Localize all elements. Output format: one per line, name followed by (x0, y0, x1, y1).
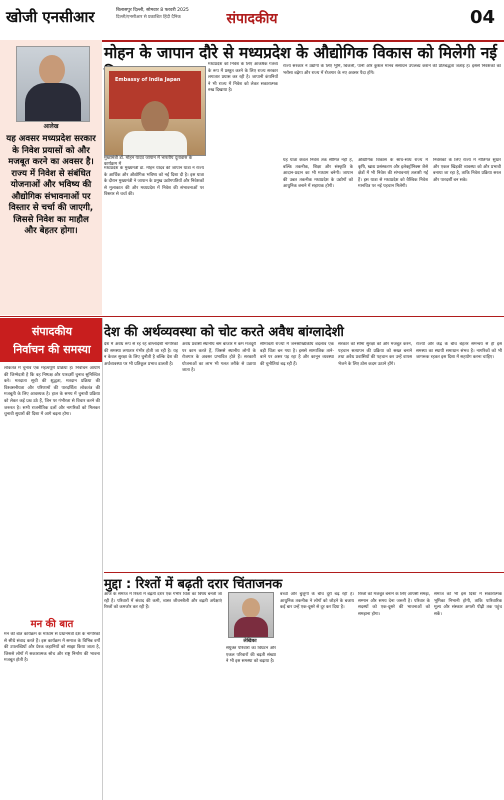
section-divider (0, 316, 504, 317)
editorial-body: लोकतंत्र में चुनाव एक महत्वपूर्ण प्रक्रिया है। निर्वाचन आयोग की जिम्मेदारी है कि वह निष्पक्ष और पारदर्शी चुनाव सुनिश्चित करे। मतदाता सूची की शुद्धता, मतदान प्रक्रिया की विश्वसनीयता और परिणामों की पारदर्शिता लोकतंत्र की मजबूती के लिए आवश्यक है। हाल के समय में चुनावी प्रक्रिया को लेकर कई प्रश्न उठे हैं, जिन पर गंभीरता से विचार करने की जरूरत है। सभी राजनीतिक दलों और नागरिकों को मिलकर चुनावी सुधारों की दिशा में आगे बढ़ना होगा। (4, 366, 100, 418)
author-photo (16, 46, 90, 122)
author-name: आलेख (43, 123, 59, 130)
story2-column: सीमावर्ती राज्यों में जनसांख्यिकीय बदलाव एक बड़ी चिंता बन गया है। इससे सामाजिक ताने-बाने पर असर पड़ रहा है और कानून व्यवस्था की चुनौतियां बढ़ रही हैं। (260, 342, 334, 367)
story-divider (104, 572, 504, 573)
lead-column-1: मध्यप्रदेश को निवेश के लिए आकर्षक गंतव्य के रूप में प्रस्तुत करने के लिए राज्य सरकार लगातार प्रयास कर रही है। जापानी कंपनियों ने भी राज्य में निवेश को लेकर सकारात्मक रुख दिखाया है। (208, 62, 278, 94)
newspaper-logo: खोजी एनसीआर (6, 8, 95, 26)
editorial-headline: निर्वाचन की समस्या (13, 343, 91, 356)
story3-column: समाज को भी इस दिशा में सकारात्मक भूमिका निभानी होगी, ताकि पारिवारिक मूल्य और संस्कार अगली पीढ़ी तक पहुंच सकें। (434, 592, 502, 617)
pull-quote: यह अवसर मध्यप्रदेश सरकार के निवेश प्रयासों को और मजबूत करने का अवसर है। राज्य में निवेश से संबंधित योजनाओं और भविष्य की औद्योगिक संभावनाओं पर विस्तार से चर्चा की जाएगी, जिससे निवेश का माहौल और बेहतर होगा। (6, 134, 96, 236)
editorial-sub-body: मन की बात कार्यक्रम के माध्यम से प्रधानमंत्री देश के नागरिकों से सीधे संवाद करते हैं। इस कार्यक्रम में समाज के विभिन्न वर्गों की उपलब्धियों और प्रेरक कहानियों को साझा किया जाता है, जिससे लोगों में सकारात्मक सोच और राष्ट्र निर्माण की भावना मजबूत होती है। (4, 632, 100, 664)
editorial-label: संपादकीय (31, 325, 73, 338)
story3-column: बच्चों और बुजुर्गों के बीच दूरी बढ़ रही है। आधुनिक तकनीक ने लोगों को जोड़ने के बजाय कई बार उन्हें एक-दूसरे से दूर कर दिया है। (280, 592, 354, 611)
story2-column: अवैध प्रवासी स्थानीय श्रम बाजार में कम मजदूरी पर काम करते हैं, जिससे स्थानीय लोगों के रोजगार के अवसर प्रभावित होते हैं। सरकारी योजनाओं का लाभ भी गलत तरीके से उठाया जाता है। (182, 342, 256, 374)
story2-column: सरकार को सीमा सुरक्षा को और मजबूत करने, पहचान सत्यापन की प्रक्रिया को सख्त बनाने तथा अवैध प्रवासियों की पहचान कर उन्हें वापस भेजने के लिए ठोस कदम उठाने होंगे। (338, 342, 412, 367)
edition-line: दिल्ली/एनसीआर से प्रकाशित हिंदी दैनिक (116, 15, 181, 20)
page-number: 04 (470, 7, 496, 28)
story2-headline: देश की अर्थव्यवस्था को चोट करते अवैध बांग्लादेशी (104, 325, 344, 340)
story3-column: संयुक्त परिवारों का विघटन और एकल परिवारों की बढ़ती संख्या ने भी इस समस्या को बढ़ाया है। (226, 646, 276, 665)
lead-photo (104, 66, 206, 156)
lead-column-top: राज्य सरकार ने उद्योगों के लिए भूमि, बिजली, पानी और कुशल मानव संसाधन उपलब्ध कराने की प्रतिबद्धता जताई है। इससे निवेशकों का भरोसा बढ़ेगा और राज्य में रोजगार के नए अवसर पैदा होंगे। (283, 64, 501, 76)
date-line: बिलासपुर दिल्ली, सोमवार 8 फरवरी 2025 (116, 8, 189, 13)
column-divider (102, 318, 103, 800)
story3-author-photo (228, 592, 274, 638)
story3-headline: मुद्दा : रिश्तों में बढ़ती दरार चिंताजनक (104, 577, 283, 592)
lead-column-2: यह यात्रा केवल निवेश तक सीमित नहीं है, बल्कि तकनीक, शिक्षा और संस्कृति के आदान-प्रदान का भी माध्यम बनेगी। जापान की उन्नत तकनीक मध्यप्रदेश के उद्योगों को आधुनिक बनाने में सहायक होगी। (283, 158, 353, 190)
lead-column-4: निवेशकों के लिए राज्य में नीतिगत सुधार और एकल खिड़की व्यवस्था को और प्रभावी बनाया जा रहा है, ताकि निवेश प्रक्रिया सरल और पारदर्शी बन सके। (433, 158, 501, 183)
story2-column: देश में अवैध रूप से रह रहे बांग्लादेशी नागरिकों की समस्या लगातार गंभीर होती जा रही है। यह न केवल सुरक्षा के लिए चुनौती है बल्कि देश की अर्थव्यवस्था पर भी प्रतिकूल प्रभाव डालती है। (104, 342, 178, 367)
section-title: संपादकीय (226, 11, 278, 27)
lead-column-3: औद्योगिक विकास के साथ-साथ राज्य में कृषि, खाद्य प्रसंस्करण और इलेक्ट्रॉनिक्स जैसे क्षेत्रों में भी निवेश की संभावनाएं तलाशी गई हैं। इस यात्रा से मध्यप्रदेश को वैश्विक निवेश मानचित्र पर नई पहचान मिलेगी। (358, 158, 428, 190)
photo-caption: मुख्यमंत्री डॉ. मोहन यादव जापान में भारतीय दूतावास के कार्यक्रम में (104, 156, 193, 167)
editorial-sub-headline: मन की बात (30, 619, 74, 630)
story3-author-name: लेखिका (243, 639, 257, 644)
story3-column: रिश्तों को मजबूत बनाने के लिए आपसी समझ, सम्मान और समय देना जरूरी है। परिवार के सदस्यों को एक-दूसरे की भावनाओं को समझना होगा। (358, 592, 430, 617)
story2-column: राज्यों और केंद्र के बीच बेहतर समन्वय से ही इस समस्या का स्थायी समाधान संभव है। नागरिकों को भी जागरूक रहकर इस दिशा में सहयोग करना चाहिए। (416, 342, 502, 361)
lead-column-0: मध्यप्रदेश के मुख्यमंत्री डॉ. मोहन यादव की जापान यात्रा ने राज्य के आर्थिक और औद्योगिक भविष्य को नई दिशा दी है। इस यात्रा के दौरान मुख्यमंत्री ने जापान के प्रमुख उद्योगपतियों और निवेशकों से मुलाकात की और मध्यप्रदेश में निवेश की संभावनाओं पर विस्तार से चर्चा की। (104, 166, 204, 198)
story3-column: आज के समाज में रिश्तों में बढ़ती दरार एक गंभीर चिंता का विषय बनती जा रही है। परिवारों में संवाद की कमी, व्यस्त जीवनशैली और बढ़ती अपेक्षाएं रिश्तों को कमजोर कर रही हैं। (104, 592, 222, 611)
photo-banner-text: Embassy of India Japan (115, 77, 181, 83)
lead-headline: मोहन के जापान दौरे से मध्यप्रदेश के औद्योगिक विकास को मिलेगी नई (104, 44, 497, 62)
